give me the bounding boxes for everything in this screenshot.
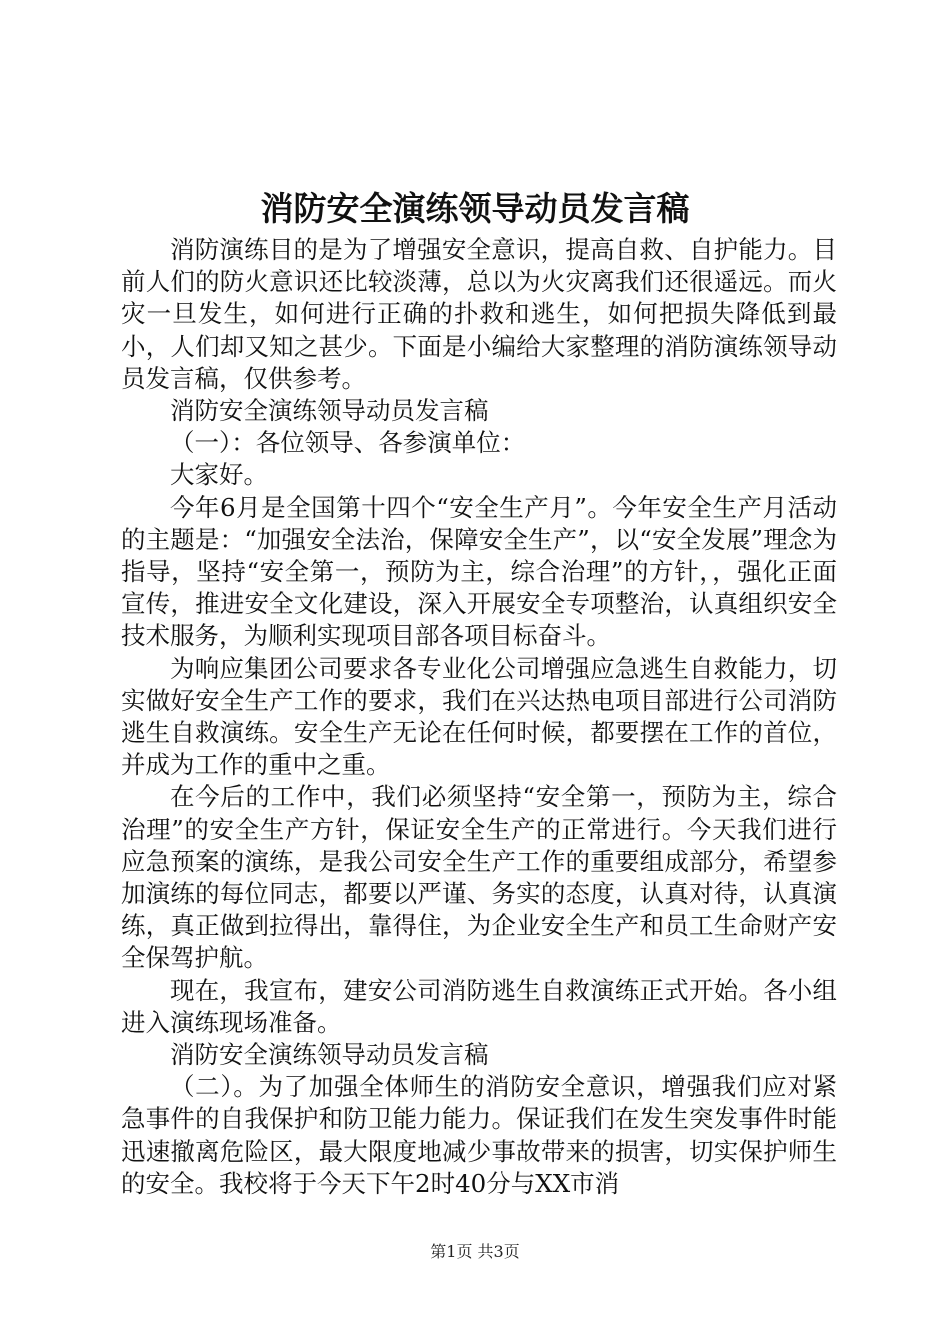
paragraph-intro: 消防演练目的是为了增强安全意识，提高自救、自护能力。目前人们的防火意识还比较淡薄，总以为火灾离我们还很遥远。而火灾一旦发生，如何进行正确的扑救和逃生，如何把损失降低到最小，人们却又知之甚少。下面是小编给大家整理的消防演练领导动员发言稿，仅供参考。 [121,235,837,393]
salutation-line: （一）：各位领导、各参演单位： [170,428,526,458]
greeting-line: 大家好。 [170,460,268,490]
paragraph-future-work: 在今后的工作中，我们必须坚持“安全第一，预防为主，综合治理”的安全生产方针，保证安全生产的正常进行。今天我们进行应急预案的演练，是我公司安全生产工作的重要组成部分，希望参加演练的每位同志，都要以严谨、务实的态度，认真对待，认真演练，真正做到拉得出，靠得住，为企业安全生产和员工生命财产安全保驾护航。 [121,782,837,973]
page-number-footer: 第1页 共3页 [430,1242,520,1261]
paragraph-announcement: 现在，我宣布，建安公司消防逃生自救演练正式开始。各小组进入演练现场准备。 [121,975,837,1037]
document-title: 消防安全演练领导动员发言稿 [260,189,690,228]
section-heading-2: 消防安全演练领导动员发言稿 [170,1040,489,1070]
section-heading-1: 消防安全演练领导动员发言稿 [170,396,489,426]
document-body [121,234,837,1200]
paragraph-school-drill: （二）。为了加强全体师生的消防安全意识，增强我们应对紧急事件的自我保护和防卫能力能力。保证我们在发生突发事件时能迅速撤离危险区，最大限度地减少事故带来的损害，切实保护师生的安全。我校将于今天下午2时40分与XX市消 [121,1072,837,1198]
paragraph-drill-purpose: 为响应集团公司要求各专业化公司增强应急逃生自救能力，切实做好安全生产工作的要求，我们在兴达热电项目部进行公司消防逃生自救演练。安全生产无论在任何时候，都要摆在工作的首位，并成为工作的重中之重。 [121,653,837,780]
paragraph-safety-month: 今年6月是全国第十四个“安全生产月”。今年安全生产月活动的主题是：“加强安全法治，保障安全生产”，以“安全发展”理念为指导，坚持“安全第一，预防为主，综合治理”的方针，，强化正面宣传，推进安全文化建设，深入开展安全专项整治，认真组织安全技术服务，为顺利实现项目部各项目标奋斗。 [121,492,837,651]
